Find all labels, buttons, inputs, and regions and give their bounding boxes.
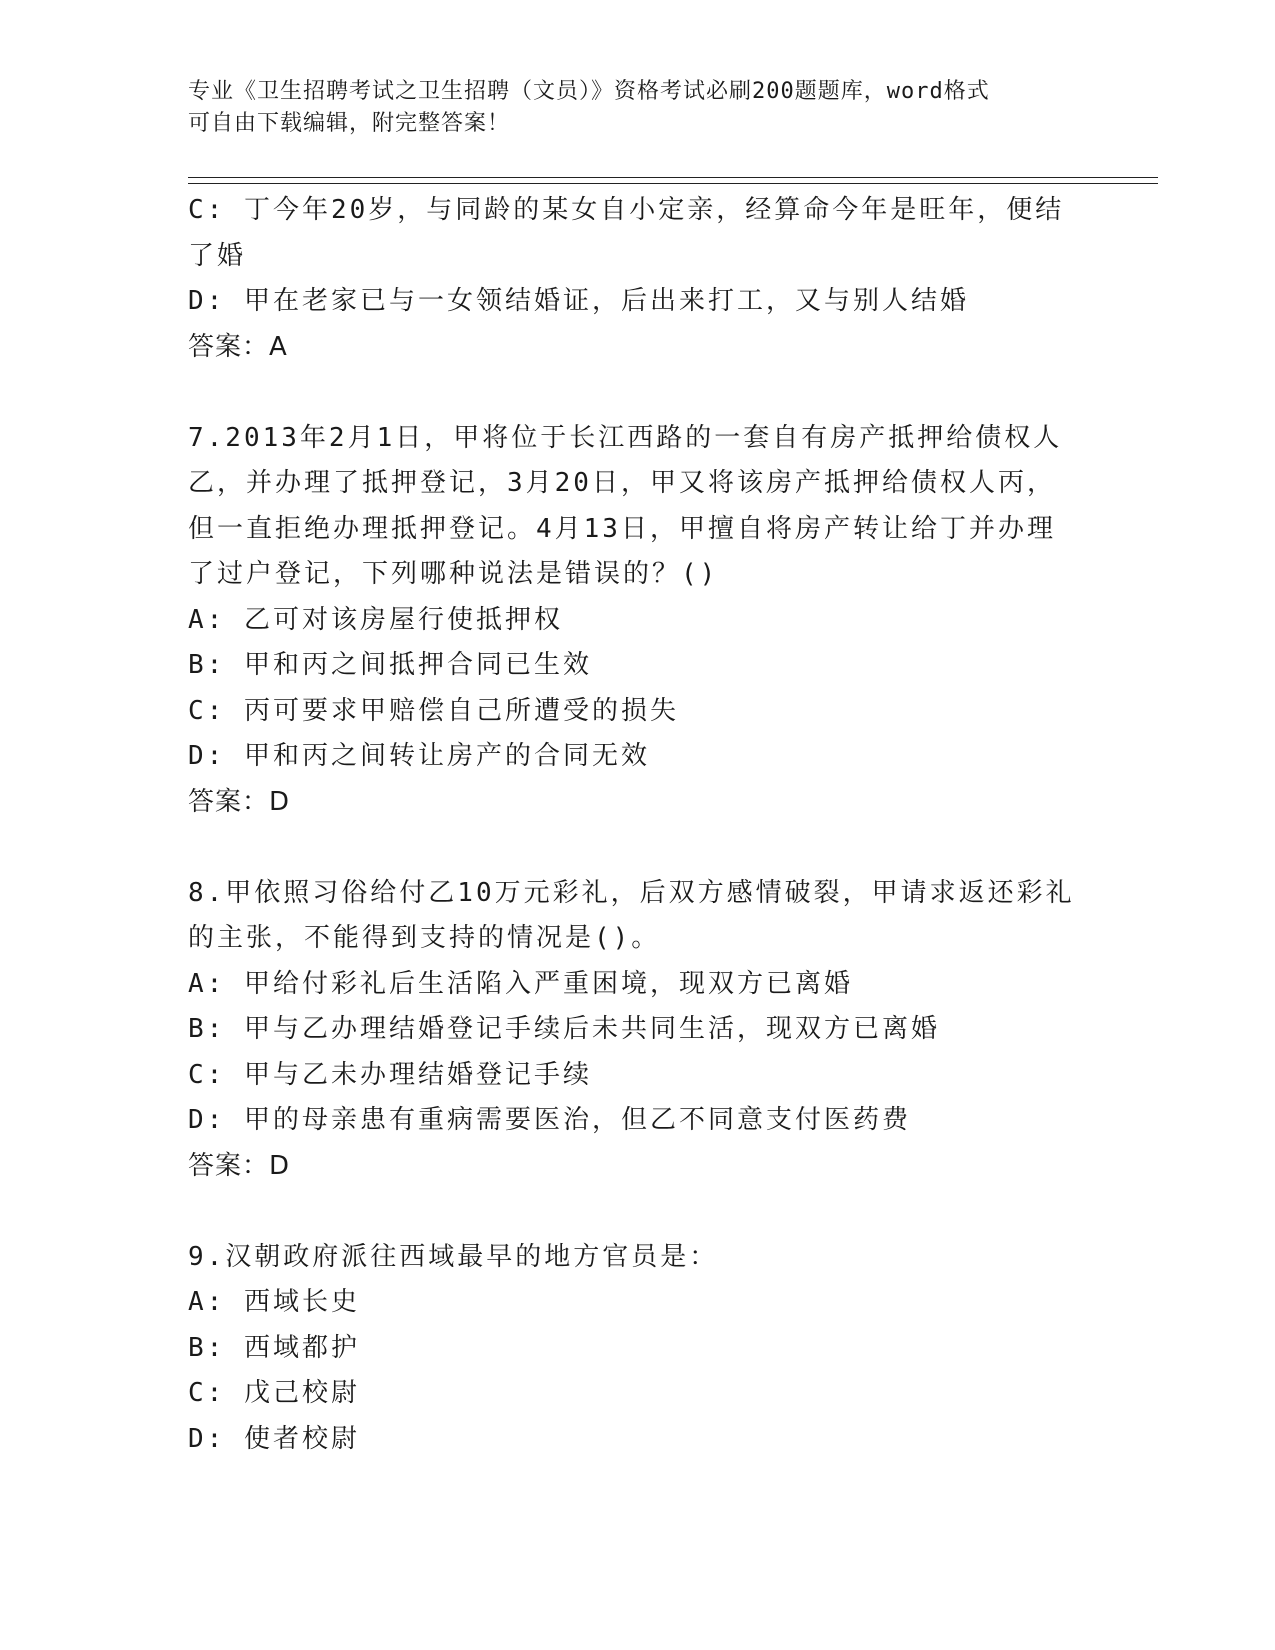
q8-option-b: B: 甲与乙办理结婚登记手续后未共同生活，现双方已离婚 (188, 1014, 940, 1044)
header-title-line-2: 可自由下载编辑，附完整答案！ (188, 111, 511, 136)
question-list (188, 188, 1088, 1462)
q8-stem-line-1: 8.甲依照习俗给付乙10万元彩礼，后双方感情破裂，甲请求返还彩礼 (188, 877, 1075, 908)
question-6-continued (188, 188, 1088, 370)
question-8 (188, 871, 1088, 1190)
spacer (188, 1189, 1088, 1235)
q8-option-a: A: 甲给付彩礼后生活陷入严重困境，现双方已离婚 (188, 968, 853, 999)
q6-answer: 答案：A (188, 331, 288, 362)
question-9 (188, 1235, 1088, 1463)
q6-option-c-line-1: C: 丁今年20岁，与同龄的某女自小定亲，经算命今年是旺年，便结 (188, 195, 1065, 225)
q7-stem-line-3: 但一直拒绝办理抵押登记。4月13日，甲擅自将房产转让给丁并办理 (188, 513, 1056, 544)
q6-option-d: D: 甲在老家已与一女领结婚证，后出来打工，又与别人结婚 (188, 286, 969, 316)
header-title-line-1: 专业《卫生招聘考试之卫生招聘（文员）》资格考试必刷200题题库，word格式 (188, 79, 990, 104)
q8-option-c: C: 甲与乙未办理结婚登记手续 (188, 1059, 592, 1090)
spacer (188, 370, 1088, 416)
header-divider-top (188, 177, 1158, 178)
q8-option-d: D: 甲的母亲患有重病需要医治，但乙不同意支付医药费 (188, 1105, 911, 1135)
q9-option-b: B: 西域都护 (188, 1332, 360, 1363)
q7-option-b: B: 甲和丙之间抵押合同已生效 (188, 650, 592, 680)
spacer (188, 825, 1088, 871)
q9-option-a: A: 西域长史 (188, 1287, 360, 1317)
q7-option-a: A: 乙可对该房屋行使抵押权 (188, 604, 563, 635)
q7-stem-line-1: 7.2013年2月1日，甲将位于长江西路的一套自有房产抵押给债权人 (188, 422, 1063, 453)
q9-stem: 9.汉朝政府派往西域最早的地方官员是： (188, 1241, 719, 1272)
q9-option-c: C: 戊己校尉 (188, 1378, 360, 1408)
header-divider-bottom (188, 183, 1158, 184)
question-7 (188, 416, 1088, 826)
q7-answer: 答案：D (188, 786, 291, 817)
q8-answer: 答案：D (188, 1150, 291, 1181)
q6-option-c-line-2: 了婚 (188, 240, 247, 271)
q7-stem-line-4: 了过户登记，下列哪种说法是错误的？() (188, 559, 719, 589)
document-header (188, 76, 1088, 140)
q8-stem-line-2: 的主张，不能得到支持的情况是()。 (188, 923, 661, 953)
q9-option-d: D: 使者校尉 (188, 1423, 360, 1454)
q7-option-d: D: 甲和丙之间转让房产的合同无效 (188, 741, 650, 771)
q7-option-c: C: 丙可要求甲赔偿自己所遭受的损失 (188, 695, 679, 726)
q7-stem-line-2: 乙，并办理了抵押登记，3月20日，甲又将该房产抵押给债权人丙， (188, 468, 1056, 498)
